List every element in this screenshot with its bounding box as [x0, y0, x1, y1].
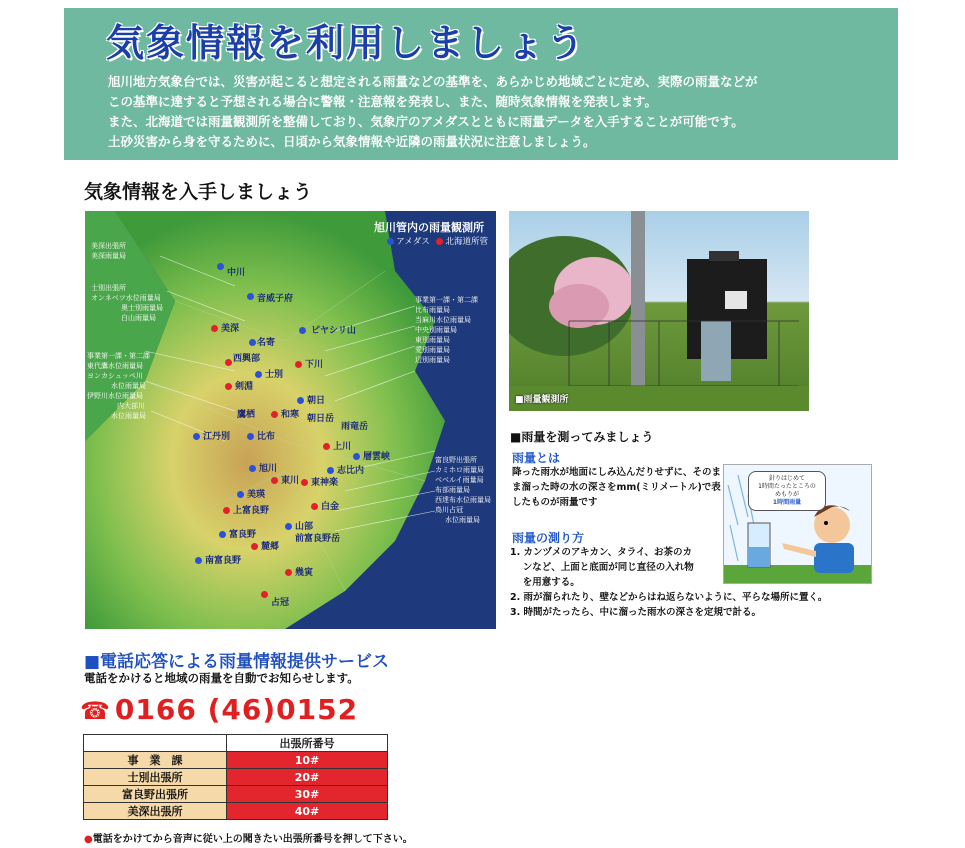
office-station: 水位雨量局 [111, 412, 146, 420]
office-station: オンネベツ水位雨量局 [91, 294, 161, 302]
hokkaido-station-dot [323, 443, 330, 450]
map-place-label: 層雲峡 [363, 452, 391, 462]
hokkaido-station-dot [271, 411, 278, 418]
legend-hokkaido: 北海道所管 [445, 237, 488, 247]
intro-text [108, 72, 898, 152]
amedas-station-dot [297, 397, 304, 404]
extension-cell: 40# [227, 803, 388, 820]
bubble-line: 1時間雨量 [772, 499, 802, 506]
table-header-blank [84, 735, 227, 752]
map-place-label: 東神楽 [311, 478, 339, 488]
extension-table [83, 734, 388, 820]
amedas-station-dot [327, 467, 334, 474]
map-place-label: 下川 [305, 360, 324, 370]
rain-section-title: ■雨量を測ってみましょう [510, 430, 654, 444]
hokkaido-station-dot [271, 477, 278, 484]
rain-gauge-station-photo [509, 211, 809, 411]
red-bullet-icon: ● [84, 834, 93, 845]
instruction-note-text: 電話をかけてから音声に従い上の聞きたい出張所番号を押して下さい。 [92, 834, 413, 845]
office-station: 水位雨量局 [445, 516, 480, 524]
map-place-label: 名寄 [257, 338, 276, 348]
map-place-label: 幾寅 [295, 568, 314, 578]
map-place-label: 占冠 [271, 598, 290, 608]
map-place-label: 旭川 [259, 464, 278, 474]
office-name-cell: 美深出張所 [84, 803, 227, 820]
phone-number-text: 0166 (46)0152 [114, 693, 359, 726]
amedas-station-dot [195, 557, 202, 564]
table-row [84, 752, 388, 769]
section-title: 気象情報を入手しましょう [84, 181, 313, 203]
amedas-station-dot [247, 433, 254, 440]
amedas-station-dot [217, 263, 224, 270]
map-place-label: 南富良野 [205, 556, 242, 566]
office-group [415, 295, 478, 365]
office-group [435, 455, 491, 525]
office-group-head: 事業第一課・第二課 [415, 296, 478, 304]
office-station: 当麻川水位雨量局 [415, 316, 471, 324]
rain-definition-title: 雨量とは [512, 451, 561, 465]
office-group-head: 美深出張所 [91, 242, 126, 250]
extension-cell: 20# [227, 769, 388, 786]
office-station: 愛別雨量局 [415, 346, 450, 354]
hokkaido-station-dot [225, 383, 232, 390]
method-step: を用意する。 [510, 577, 580, 588]
table-header-row [84, 735, 388, 752]
table-row [84, 803, 388, 820]
hokkaido-station-dot [311, 503, 318, 510]
bubble-line: 1時間たったところの [758, 483, 816, 490]
office-station: 比布雨量局 [415, 306, 450, 314]
map-place-label: 和寒 [281, 410, 300, 420]
intro-line: この基準に達すると予想される場合に警報・注意報を発表し、また、随時気象情報を発表します。 [108, 94, 658, 109]
map-place-label: 西興部 [233, 354, 261, 364]
amedas-station-dot [193, 433, 200, 440]
amedas-station-dot [299, 327, 306, 334]
map-place-label: 前富良野岳 [295, 534, 341, 544]
office-name-cell: 富良野出張所 [84, 786, 227, 803]
speech-bubble [748, 471, 826, 511]
office-station: ヨンカシュッペ川 [87, 372, 143, 380]
hokkaido-station-dot [295, 361, 302, 368]
hokkaido-station-dot [285, 569, 292, 576]
extension-cell: 30# [227, 786, 388, 803]
map-place-label: 東川 [281, 476, 300, 486]
hokkaido-station-dot [211, 325, 218, 332]
amedas-station-dot [237, 491, 244, 498]
intro-line: 土砂災害から身を守るために、日頃から気象情報や近隣の雨量状況に注意しましょう。 [108, 134, 596, 149]
rain-definition-text: 降った雨水が地面にしみ込んだりせずに、そのまま溜った時の水の深さをmm(ミリメートル)で表したものが雨量です [512, 467, 722, 508]
map-place-label: 朝日岳 [307, 414, 335, 424]
table-header-cell: 出張所番号 [227, 735, 388, 752]
method-step: 1. カンヅメのアキカン、タライ、お茶のカ [510, 547, 693, 558]
map-place-label: 中川 [227, 268, 246, 278]
map-place-label: 白金 [321, 502, 340, 512]
amedas-dot-icon [387, 238, 394, 245]
map-place-label: 上川 [333, 442, 352, 452]
office-station: 内大部川 [117, 402, 145, 410]
office-station: 中央別雨量局 [415, 326, 457, 334]
table-row [84, 786, 388, 803]
map-place-label: 音威子府 [257, 294, 294, 304]
hokkaido-station-dot [251, 543, 258, 550]
hokkaido-dot-icon [436, 238, 443, 245]
phone-service-title: ■電話応答による雨量情報提供サービス [84, 652, 390, 672]
office-group-head: 士別出張所 [91, 284, 126, 292]
extension-cell: 10# [227, 752, 388, 769]
map-place-label: 剣淵 [235, 382, 254, 392]
map-place-label: 江丹別 [203, 432, 231, 442]
station-photo-graphic [509, 211, 809, 411]
map-place-label: 山部 [295, 522, 314, 532]
map-legend-title: 旭川管内の雨量観測所 [374, 221, 484, 234]
office-station: 美深雨量局 [91, 252, 126, 260]
bubble-line: 針りはじめて [768, 475, 805, 482]
rain-method-title: 雨量の測り方 [512, 531, 585, 545]
office-group-head: 事業第一課・第二課 [87, 352, 150, 360]
method-step: 3. 時間がたったら、中に溜った雨水の深さを定規で計る。 [510, 607, 762, 618]
instruction-note [84, 830, 413, 845]
office-station: 東代鷹水位雨量局 [87, 362, 143, 370]
telephone-icon: ☎ [80, 697, 111, 725]
office-station: 奥士別雨量局 [121, 304, 163, 312]
office-station: 西達布水位雨量局 [435, 496, 491, 504]
office-station: ベベルイ雨量局 [435, 476, 484, 484]
map-place-label: 鷹栖 [237, 410, 256, 420]
office-group [87, 351, 150, 421]
map-place-label: ピヤシリ山 [311, 326, 356, 336]
method-step: ンなど、上面と底面が同じ直径の入れ物 [510, 562, 694, 573]
map-place-label: 美深 [221, 324, 240, 334]
office-name-cell: 事 業 課 [84, 752, 227, 769]
map-place-label: 朝日 [307, 396, 326, 406]
phone-number[interactable] [80, 693, 358, 726]
office-name-cell: 士別出張所 [84, 769, 227, 786]
amedas-station-dot [255, 371, 262, 378]
hokkaido-station-dot [223, 507, 230, 514]
map-place-label: 士別 [265, 370, 284, 380]
office-station: 伊野川水位雨量局 [87, 392, 143, 400]
amedas-station-dot [247, 293, 254, 300]
page-title: 気象情報を利用しましょう [106, 21, 587, 65]
office-station: 白山雨量局 [121, 314, 156, 322]
office-station: 東別雨量局 [415, 336, 450, 344]
office-group-head: 富良野出張所 [435, 456, 477, 464]
map-place-label: 美瑛 [247, 490, 266, 500]
amedas-station-dot [285, 523, 292, 530]
rain-gauge-map [85, 211, 496, 629]
office-station: 布部雨量局 [435, 486, 470, 494]
intro-line: 旭川地方気象台では、災害が起こると想定される雨量などの基準を、あらかじめ地域ごとに定め、実際の雨量などが [108, 74, 758, 89]
amedas-station-dot [249, 465, 256, 472]
phone-service-subtitle: 電話をかけると地域の雨量を自動でお知らせします。 [84, 671, 359, 685]
header-banner [64, 8, 898, 160]
office-station: 鳥川占冠 [435, 506, 463, 514]
hokkaido-station-dot [261, 591, 268, 598]
amedas-station-dot [249, 339, 256, 346]
map-place-label: 上富良野 [233, 506, 270, 516]
office-station: 辺別雨量局 [415, 356, 450, 364]
map-place-label: 比布 [257, 432, 276, 442]
office-group [91, 241, 126, 261]
table-row [84, 769, 388, 786]
bubble-line: めもりが [774, 491, 799, 498]
office-station: 水位雨量局 [111, 382, 146, 390]
amedas-station-dot [219, 531, 226, 538]
photo-caption: ■雨量観測所 [515, 395, 569, 405]
hokkaido-station-dot [301, 479, 308, 486]
amedas-station-dot [353, 453, 360, 460]
map-place-label: 雨竜岳 [341, 422, 369, 432]
map-place-label: 麓郷 [261, 542, 280, 552]
method-step: 2. 雨が溜られたり、壁などからはね返らないように、平らな場所に置く。 [510, 592, 828, 603]
intro-line: また、北海道では雨量観測所を整備しており、気象庁のアメダスとともに雨量データを入手することが可能です。 [108, 114, 744, 129]
map-legend [383, 235, 488, 247]
office-group [91, 283, 163, 323]
rain-measure-illustration [723, 464, 872, 584]
office-station: カミホロ雨量局 [435, 466, 484, 474]
hokkaido-station-dot [225, 359, 232, 366]
map-place-label: 志比内 [337, 466, 365, 476]
map-place-label: 富良野 [229, 530, 257, 540]
legend-amedas: アメダス [396, 237, 430, 247]
